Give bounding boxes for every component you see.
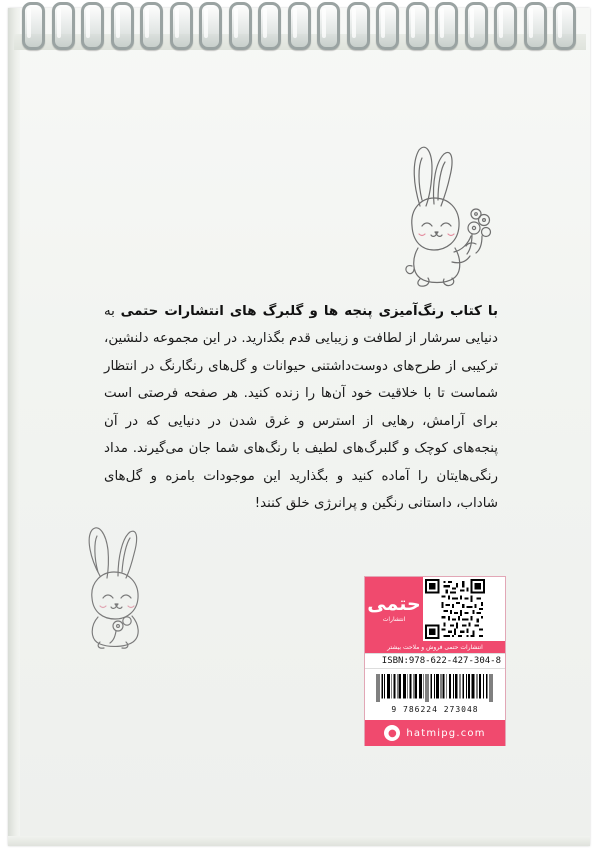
- spiral-ring: [347, 2, 370, 50]
- spiral-ring: [435, 2, 458, 50]
- spiral-ring: [494, 2, 517, 50]
- barcode-top-row: [365, 577, 505, 641]
- publisher-tagline-strip: انتشارات حتمی فروش و ملاحت بیشتر: [365, 641, 505, 653]
- baby-bunny-illustration: [60, 520, 180, 650]
- spiral-ring: [229, 2, 252, 50]
- qr-code-icon[interactable]: [423, 577, 487, 641]
- publisher-logo-name: حتمی: [367, 592, 421, 615]
- spiral-ring: [199, 2, 222, 50]
- spiral-ring: [288, 2, 311, 50]
- spiral-ring: [406, 2, 429, 50]
- back-cover-blurb: [104, 298, 498, 518]
- page-edge-left: [8, 8, 20, 846]
- blurb-body: به دنیایی سرشار از لطافت و زیبایی قدم بگذارید. در این مجموعه دلنشین، ترکیبی از طرح‌های دوست‌داشتنی حیوانات و گل‌های رنگارنگ در انتظار شماست تا با خلاقیت خود آن‌ها را زنده کنید. هر صفحه فرصتی است برای آرامش، رهایی از استرس و غرق شدن در دنیایی که در آن پنجه‌های کوچک و گلبرگ‌های لطیف با رنگ‌های شما جان می‌گیرند. مداد رنگی‌هایتان را آماده کنید و بگذارید این موجودات بامزه و گل‌های شاداب، داستانی رنگین و پرانرژی خلق کنند!: [104, 304, 498, 512]
- spiral-ring: [553, 2, 576, 50]
- publisher-logo: [365, 577, 423, 641]
- spiral-ring: [170, 2, 193, 50]
- spiral-ring: [52, 2, 75, 50]
- blurb-bold-lead: با کتاب رنگ‌آمیزی پنجه ها و گلبرگ های انتشارات حتمی: [120, 304, 498, 319]
- spiral-ring: [524, 2, 547, 50]
- spiral-ring: [465, 2, 488, 50]
- publisher-website-footer[interactable]: [365, 720, 505, 746]
- publisher-website: hatmipg.com: [406, 727, 486, 739]
- barcode-icon: [365, 669, 505, 720]
- spiral-ring: [81, 2, 104, 50]
- spiral-ring: [111, 2, 134, 50]
- spiral-binding: [0, 0, 600, 60]
- book-back-cover: [8, 8, 590, 846]
- spiral-ring: [22, 2, 45, 50]
- bunny-with-flowers-illustration: [372, 140, 512, 290]
- publisher-mark-icon: ●: [384, 725, 400, 741]
- ean-digits: 9 786224 273048: [391, 705, 479, 714]
- page-edge-bottom: [8, 836, 590, 846]
- spiral-ring: [140, 2, 163, 50]
- spiral-ring: [258, 2, 281, 50]
- barcode-publisher-block: [364, 576, 506, 746]
- spiral-ring: [376, 2, 399, 50]
- spiral-ring: [317, 2, 340, 50]
- isbn-value: ISBN:978-622-427-304-8: [365, 653, 505, 669]
- publisher-logo-subtitle: انتشارات: [382, 615, 406, 623]
